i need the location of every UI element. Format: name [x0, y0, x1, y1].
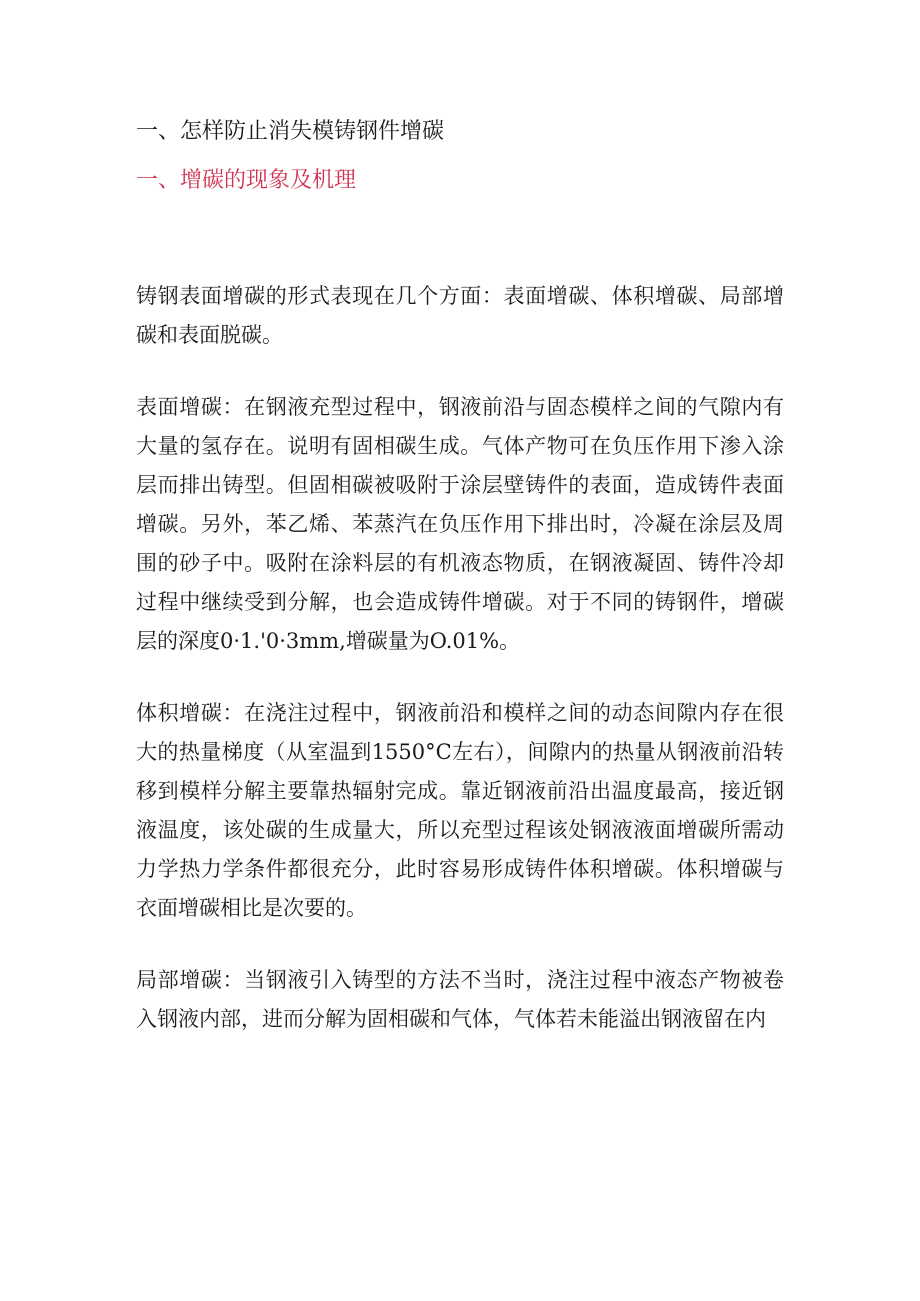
document-title: 一、怎样防止消失模铸钢件增碳: [136, 119, 445, 144]
paragraph-surface-carburization: 表面增碳：在钢液充型过程中，钢液前沿与固态模样之间的气隙内有大量的氢存在。说明有固相碳生成。气体产物可在负压作用下渗入涂层而排出铸型。但固相碳被吸附于涂层壁铸件的表面，造成铸件表面增碳。另外，苯乙烯、苯蒸汽在负压作用下排出时，冷凝在涂层及周围的砂子中。吸附在涂料层的有机液态物质，在钢液凝固、铸件冷却过程中继续受到分解，也会造成铸件增碳。对于不同的铸钢件，增碳层的深度0·1.'0·3mm,增碳量为O.01%。: [136, 395, 784, 653]
paragraph-local-carburization: 局部增碳：当钢液引入铸型的方法不当时，浇注过程中液态产物被卷入钢液内部，进而分解为固相碳和气体，气体若未能溢出钢液留在内: [136, 968, 784, 1031]
section-heading: 一、增碳的现象及机理: [136, 168, 357, 193]
paragraph-intro: 铸钢表面增碳的形式表现在几个方面：表面增碳、体积增碳、局部增碳和表面脱碳。: [136, 284, 784, 347]
body-text: [136, 277, 784, 1072]
paragraph-volume-carburization: 体积增碳：在浇注过程中，钢液前沿和模样之间的动态间隙内存在很大的热量梯度（从室温到1550°C左右），间隙内的热量从钢液前沿转移到模样分解主要靠热辐射完成。靠近钢液前沿出温度最高，接近钢液温度，该处碳的生成量大，所以充型过程该处钢液液面增碳所需动力学热力学条件都很充分，此时容易形成铸件体积增碳。体积增碳与衣面增碳相比是次要的。: [136, 701, 784, 920]
